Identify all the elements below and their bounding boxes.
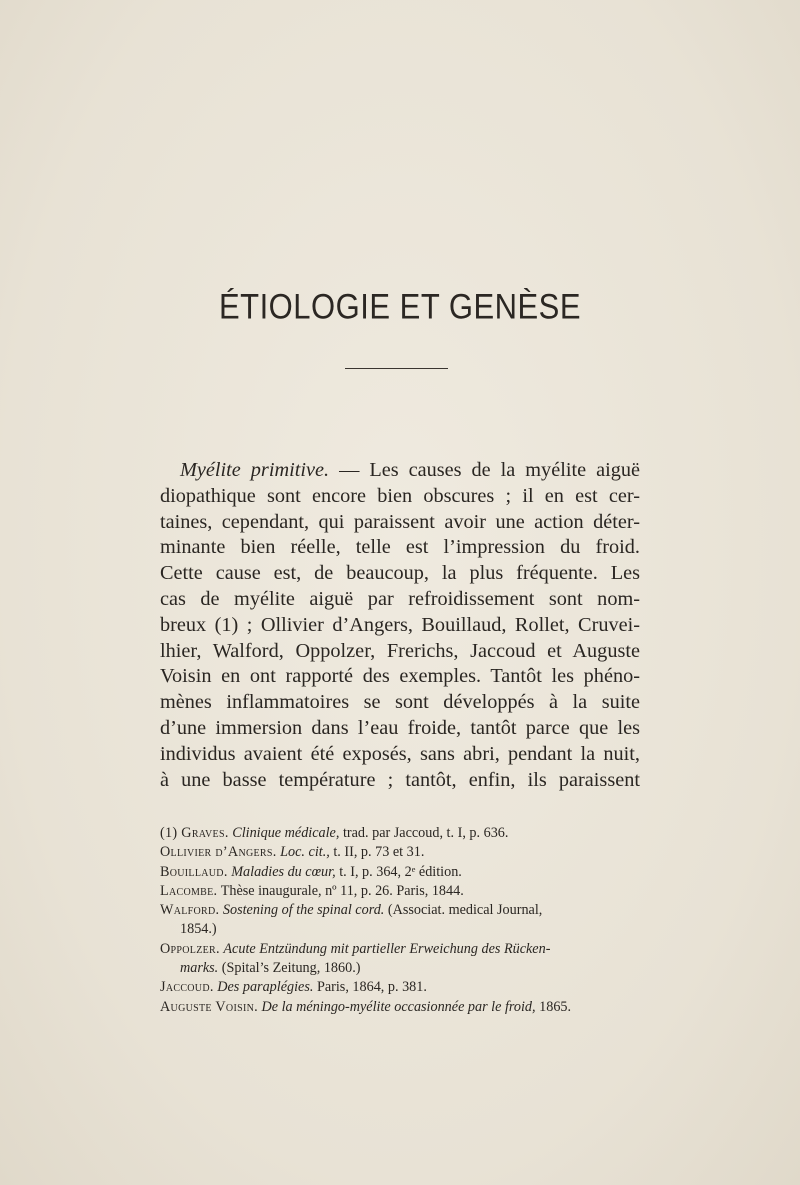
body-line: diopathique sont encore bien obscures ; il en est cer- <box>160 484 640 507</box>
footnote: Jaccoud. Des paraplégies. Paris, 1864, p. 381. <box>160 979 427 996</box>
body-line: d’une immersion dans l’eau froide, tantôt parce que les <box>160 716 640 739</box>
body-line: lhier, Walford, Oppolzer, Frerichs, Jaccoud et Auguste <box>160 639 640 662</box>
body-line: breux (1) ; Ollivier d’Angers, Bouillaud, Rollet, Cruvei- <box>160 613 640 636</box>
section-lead: Myélite primitive. <box>180 459 330 481</box>
body-line: Myélite primitive. — Les causes de la myélite aiguë <box>180 459 641 481</box>
body-line: minante bien réelle, telle est l’impression du froid. <box>160 536 640 559</box>
footnote: Bouillaud. Maladies du cœur, t. I, p. 364, 2ᵉ édition. <box>160 863 462 880</box>
body-line: Cette cause est, de beaucoup, la plus fréquente. Les <box>160 562 640 585</box>
footnote: Lacombe. Thèse inaugurale, nº 11, p. 26. Paris, 1844. <box>160 882 464 899</box>
body-line: à une basse température ; tantôt, enfin, ils paraissent <box>160 768 640 791</box>
body-line: taines, cependant, qui paraissent avoir une action déter- <box>160 510 640 533</box>
footnote: Auguste Voisin. De la méningo-myélite occasionnée par le froid, 1865. <box>160 998 572 1015</box>
body-line: cas de myélite aiguë par refroidissement sont nom- <box>160 587 640 610</box>
body-line: Voisin en ont rapporté des exemples. Tantôt les phéno- <box>160 665 640 688</box>
body-line: mènes inflammatoires se sont développés à la suite <box>160 691 640 714</box>
footnote: Oppolzer. Acute Entzündung mit partieller Erweichung des Rücken- marks. (Spital’s Zeitung, 1860.) <box>160 940 551 977</box>
body-line: individus avaient été exposés, sans abri, pendant la nuit, <box>160 742 640 765</box>
footnote: Ollivier d’Angers. Loc. cit., t. II, p. 73 et 31. <box>160 844 425 861</box>
title-divider <box>345 368 448 369</box>
footnote: Walford. Sostening of the spinal cord. (Associat. medical Journal, 1854.) <box>160 902 543 938</box>
body-paragraph <box>160 458 640 793</box>
footnotes <box>160 824 640 1017</box>
footnote: (1) Graves. Clinique médicale, trad. par Jaccoud, t. I, p. 636. <box>160 825 509 841</box>
chapter-title: ÉTIOLOGIE ET GENÈSE <box>218 286 582 327</box>
